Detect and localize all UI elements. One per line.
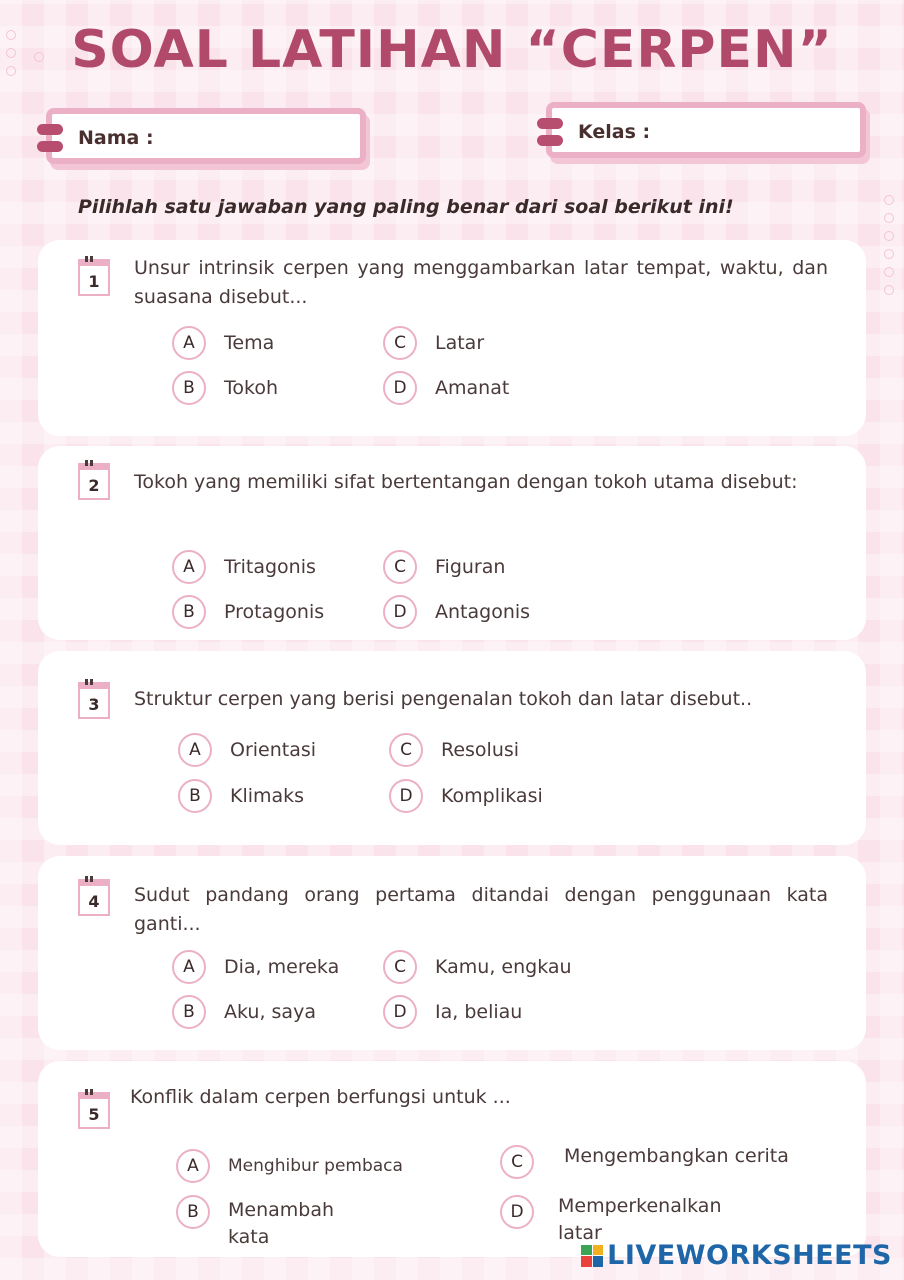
- option-letter: A: [176, 1149, 210, 1183]
- option-letter: C: [383, 326, 417, 360]
- q2-option-b[interactable]: [172, 595, 324, 629]
- name-label: Nama :: [78, 127, 154, 149]
- option-letter: D: [383, 595, 417, 629]
- option-letter: C: [383, 950, 417, 984]
- question-number-1: 1: [78, 264, 110, 296]
- q1-option-d[interactable]: [383, 371, 509, 405]
- option-letter: A: [172, 550, 206, 584]
- question-text-5: Konflik dalam cerpen berfungsi untuk ...: [130, 1086, 511, 1108]
- question-text-2: Tokoh yang memiliki sifat bertentangan dengan tokoh utama disebut:: [134, 471, 798, 493]
- liveworksheets-logo-icon: [581, 1245, 603, 1267]
- option-letter: C: [389, 733, 423, 767]
- option-text: Kamu, engkau: [435, 955, 572, 978]
- question-text-3: Struktur cerpen yang berisi pengenalan tokoh dan latar disebut..: [134, 688, 753, 710]
- option-text: Latar: [435, 331, 485, 354]
- option-text: Orientasi: [230, 738, 317, 761]
- question-card-2: [38, 446, 866, 640]
- option-letter: D: [383, 995, 417, 1029]
- option-text: Amanat: [435, 376, 510, 399]
- instruction-text: Pilihlah satu jawaban yang paling benar dari soal berikut ini!: [78, 196, 734, 218]
- q3-option-c[interactable]: [389, 733, 519, 767]
- class-input[interactable]: [658, 116, 857, 148]
- name-field-clip-icon: [37, 124, 63, 152]
- option-letter: B: [178, 779, 212, 813]
- question-number-4: 4: [78, 884, 110, 916]
- q4-option-c[interactable]: [383, 950, 572, 984]
- class-field-clip-icon: [537, 118, 563, 146]
- question-text-1: Unsur intrinsik cerpen yang menggambarkan latar tempat, waktu, dan suasana disebut...: [134, 257, 828, 308]
- option-text: Klimaks: [230, 784, 305, 807]
- q3-option-b[interactable]: [178, 779, 304, 813]
- q2-option-c[interactable]: [383, 550, 505, 584]
- option-text: Ia, beliau: [435, 1000, 523, 1023]
- question-text-4: Sudut pandang orang pertama ditandai dengan penggunaan kata ganti...: [134, 884, 828, 935]
- option-letter: B: [172, 595, 206, 629]
- q3-option-d[interactable]: [389, 779, 543, 813]
- q5-option-b[interactable]: [176, 1195, 348, 1251]
- liveworksheets-logo: [581, 1240, 892, 1271]
- q4-option-a[interactable]: [172, 950, 339, 984]
- name-input[interactable]: [150, 122, 354, 154]
- option-text: Tema: [224, 331, 275, 354]
- q4-option-d[interactable]: [383, 995, 522, 1029]
- page-title: SOAL LATIHAN “CERPEN”: [71, 20, 833, 80]
- option-letter: B: [172, 995, 206, 1029]
- q5-option-d[interactable]: [500, 1193, 748, 1247]
- option-letter: D: [500, 1195, 534, 1229]
- option-letter: B: [176, 1195, 210, 1229]
- question-card-3: [38, 651, 866, 845]
- option-letter: A: [172, 326, 206, 360]
- logo-text: LIVEWORKSHEETS: [607, 1240, 892, 1271]
- option-letter: A: [172, 950, 206, 984]
- option-letter: D: [383, 371, 417, 405]
- option-text: Protagonis: [224, 600, 325, 623]
- option-text: Memperkenalkan latar: [558, 1195, 722, 1244]
- decorative-dots-right: [884, 195, 894, 295]
- q2-option-a[interactable]: [172, 550, 316, 584]
- option-text: Figuran: [435, 555, 506, 578]
- q5-option-a[interactable]: [176, 1149, 403, 1183]
- option-text: Antagonis: [435, 600, 531, 623]
- option-text: Tritagonis: [224, 555, 316, 578]
- option-text: Menambah kata: [228, 1199, 335, 1248]
- option-letter: D: [389, 779, 423, 813]
- q4-option-b[interactable]: [172, 995, 316, 1029]
- option-text: Komplikasi: [441, 784, 543, 807]
- option-text: Resolusi: [441, 738, 520, 761]
- option-text: Aku, saya: [224, 1000, 316, 1023]
- q1-option-c[interactable]: [383, 326, 484, 360]
- option-text: Mengembangkan cerita: [564, 1145, 789, 1167]
- question-number-3: 3: [78, 687, 110, 719]
- q2-option-d[interactable]: [383, 595, 530, 629]
- question-number-2: 2: [78, 468, 110, 500]
- question-number-5: 5: [78, 1097, 110, 1129]
- class-label: Kelas :: [578, 121, 651, 143]
- option-text: Menghibur pembaca: [228, 1155, 403, 1176]
- option-letter: C: [500, 1145, 534, 1179]
- question-card-5: [38, 1061, 866, 1257]
- option-letter: A: [178, 733, 212, 767]
- question-card-1: [38, 240, 866, 436]
- option-text: Dia, mereka: [224, 955, 340, 978]
- question-card-4: [38, 856, 866, 1050]
- q3-option-a[interactable]: [178, 733, 316, 767]
- q1-option-b[interactable]: [172, 371, 278, 405]
- q1-option-a[interactable]: [172, 326, 274, 360]
- q5-option-c[interactable]: [500, 1143, 789, 1179]
- option-letter: C: [383, 550, 417, 584]
- option-text: Tokoh: [224, 376, 278, 399]
- option-letter: B: [172, 371, 206, 405]
